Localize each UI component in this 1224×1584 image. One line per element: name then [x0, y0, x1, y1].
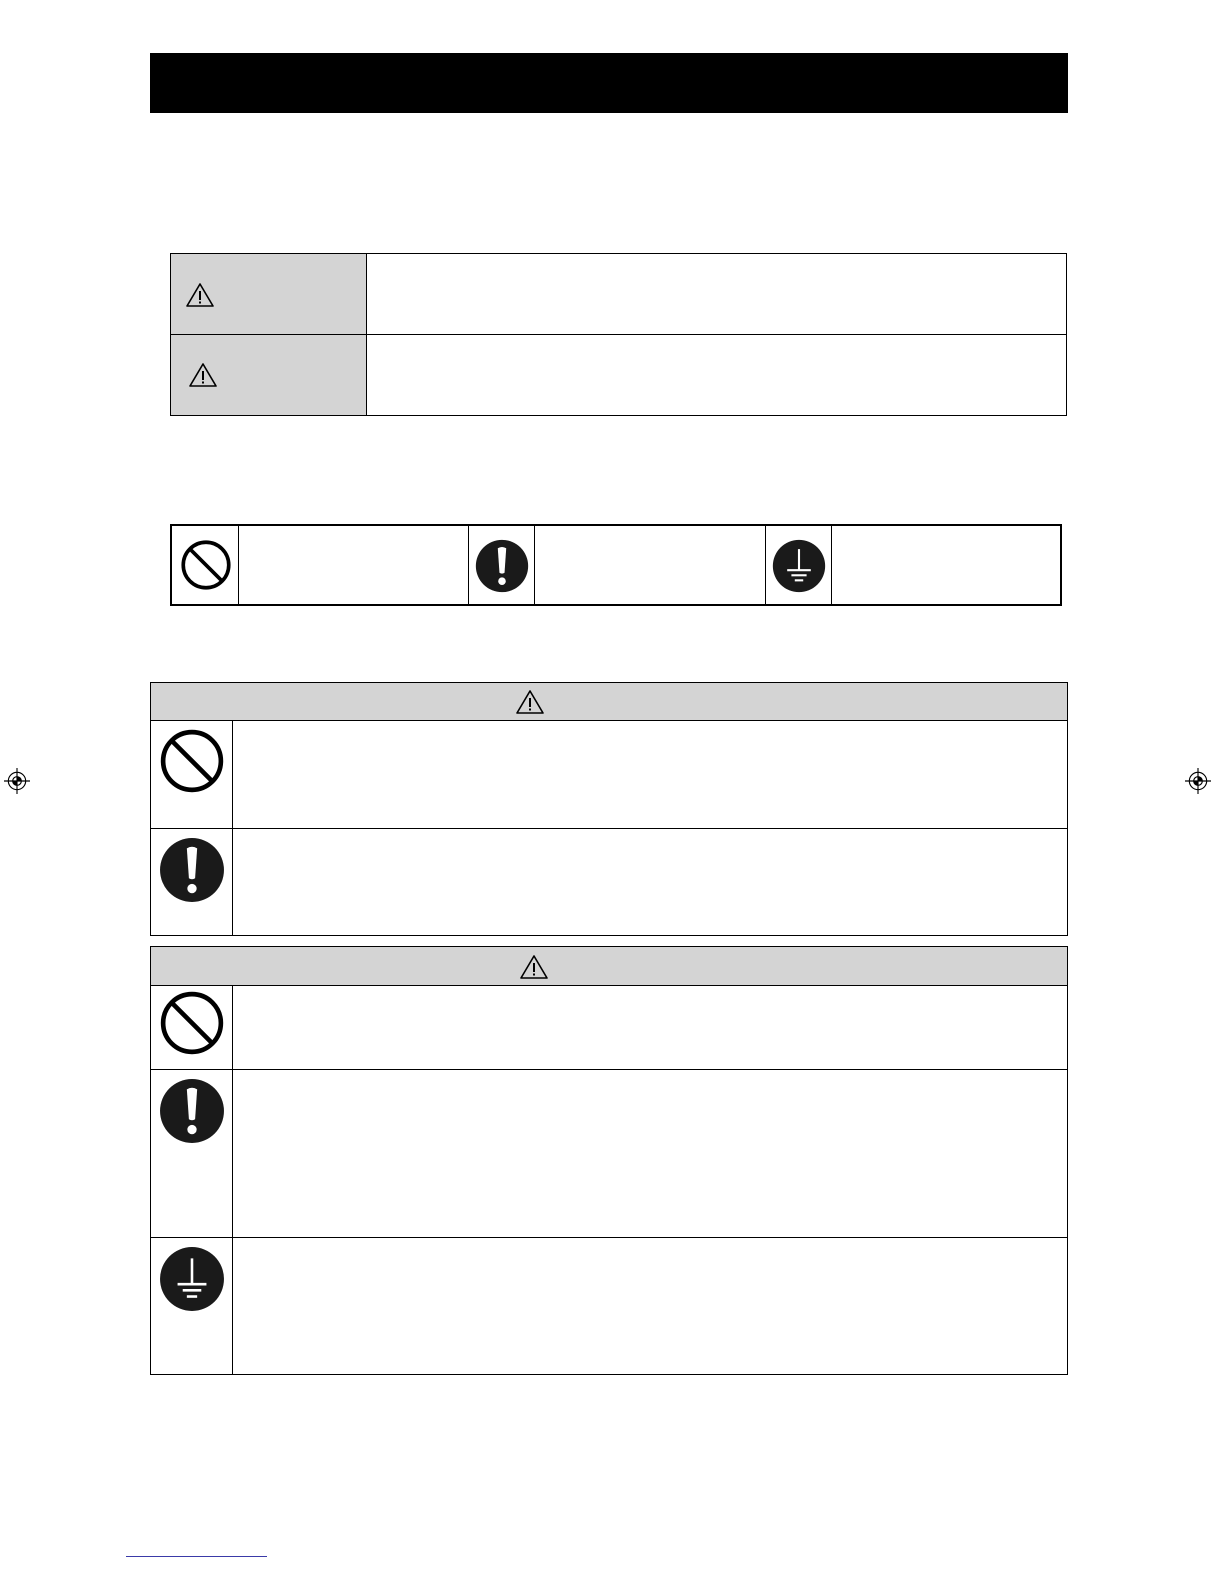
warning-triangle-icon — [515, 689, 545, 715]
footer-link-underline — [126, 1556, 267, 1557]
warning-triangle-icon — [188, 362, 218, 388]
prohibited-icon — [159, 728, 225, 794]
legend-level-row — [171, 334, 1066, 415]
registration-mark-icon — [4, 768, 30, 794]
warning-section — [150, 682, 1068, 936]
symbol-legend — [170, 524, 1062, 606]
warning-row — [151, 829, 1067, 935]
warning-triangle-icon — [185, 282, 215, 308]
mandatory-icon — [159, 837, 225, 903]
warning-triangle-icon — [519, 954, 549, 980]
caution-row — [151, 986, 1067, 1069]
mandatory-icon — [475, 539, 529, 593]
caution-row — [151, 1070, 1067, 1237]
page-title — [150, 53, 1068, 113]
hazard-level-legend — [170, 253, 1067, 416]
caution-section-header — [151, 947, 1067, 985]
ground-icon — [159, 1246, 225, 1312]
caution-row — [151, 1238, 1067, 1374]
legend-level-row — [171, 254, 1066, 334]
warning-row — [151, 721, 1067, 828]
mandatory-icon — [159, 1078, 225, 1144]
warning-section-header — [151, 683, 1067, 720]
registration-mark-icon — [1185, 768, 1211, 794]
prohibited-icon — [159, 990, 225, 1056]
ground-icon — [772, 539, 826, 593]
caution-section — [150, 946, 1068, 1375]
prohibited-icon — [180, 539, 232, 591]
